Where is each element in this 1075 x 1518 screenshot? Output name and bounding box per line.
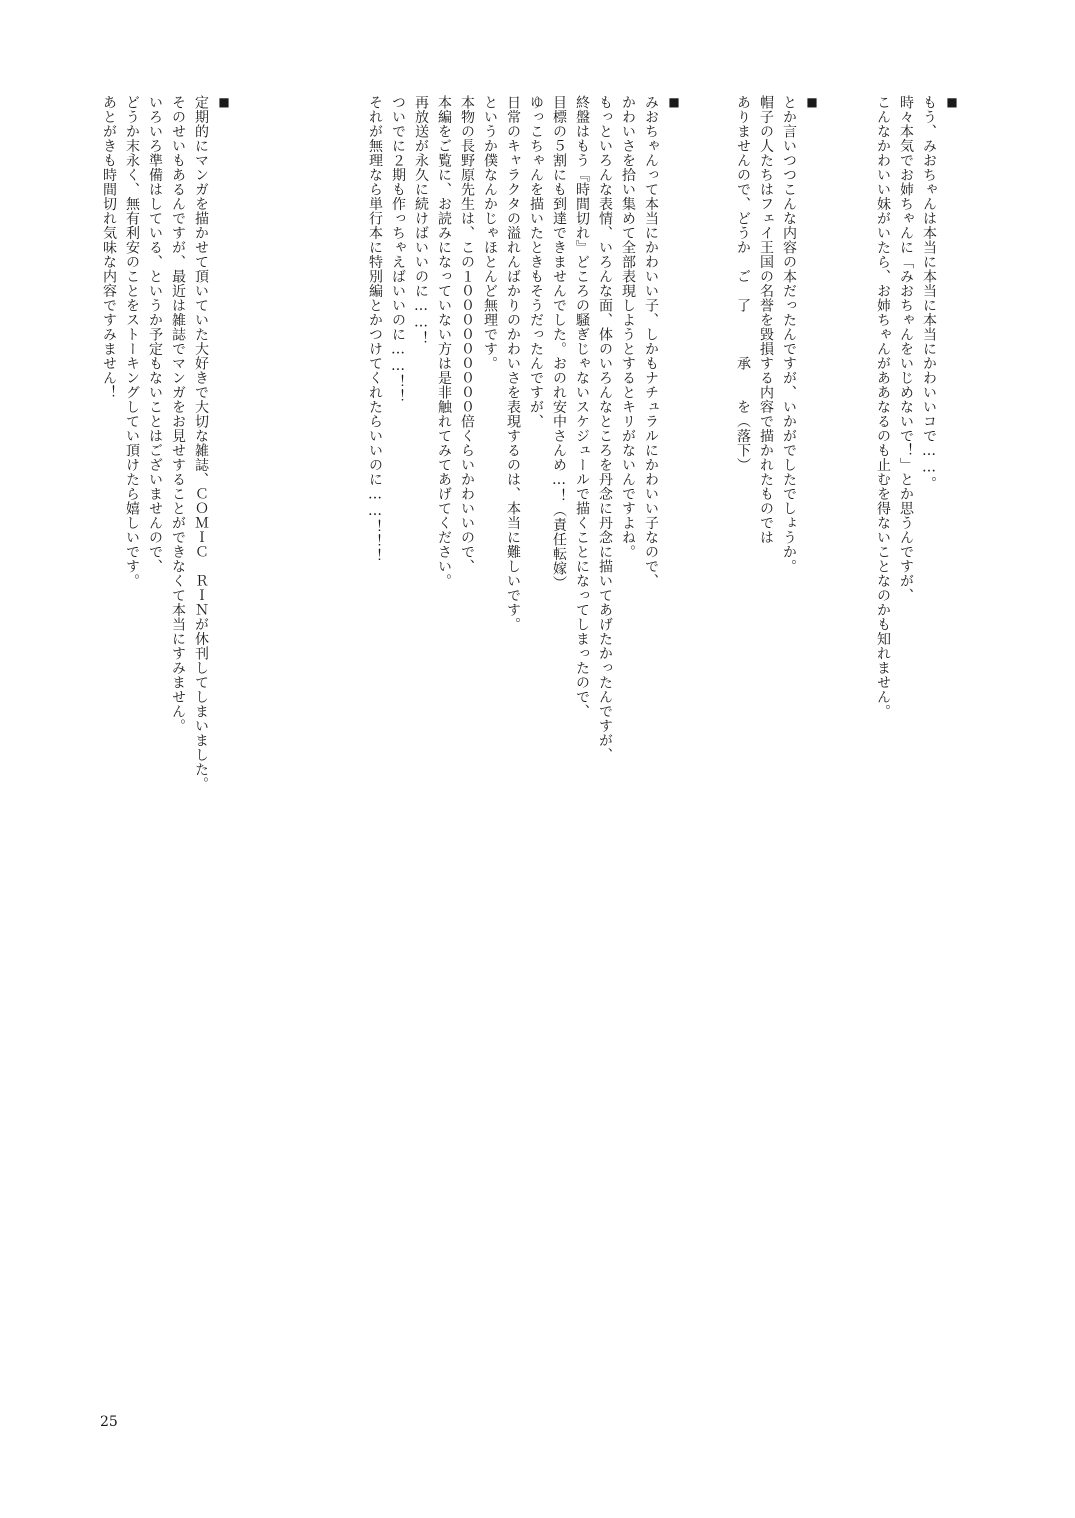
text-line: 日常のキャラクタの溢れんばかりのかわいさを表現するのは、本当に難しいです。 <box>505 95 521 632</box>
text-line: あとがきも時間切れ気味な内容ですみません！ <box>101 95 117 400</box>
text-line: 定期的にマンガを描かせて頂いていた大好きで大切な雑誌、ＣＯＭＩＣ ＲＩＮが休刊してしまいました。 <box>193 95 209 791</box>
text-line: 時々本気でお姉ちゃんに「みおちゃんをいじめないで！」とか思うんですが、 <box>898 95 914 603</box>
text-line: かわいさを拾い集めて全部表現しようとするとキリがないんですよね。 <box>620 95 636 559</box>
text-line: ありませんので、どうか ご 了 承 を（落下） <box>735 95 751 472</box>
afterword-section-2 <box>731 95 823 574</box>
text-line: もう、みおちゃんは本当に本当に本当にかわいいコで……。 <box>921 95 937 491</box>
text-line: というか僕なんかじゃほとんど無理です。 <box>482 95 498 371</box>
section-marker: ■ <box>805 95 819 110</box>
afterword-section-3 <box>363 95 685 762</box>
text-line: 本編をご覧に、お読みになっていない方は是非触れてみてあげてください。 <box>436 95 452 588</box>
afterword-section-4 <box>97 95 235 791</box>
text-line: とか言いつつこんな内容の本だったんですが、いかがでしたでしょうか。 <box>781 95 797 574</box>
text-line: そのせいもあるんですが、最近は雑誌でマンガをお見せすることができなくて本当にすみません。 <box>170 95 186 733</box>
text-line: 本物の長野原先生は、この１０００００００００倍くらいかわいいので、 <box>459 95 475 574</box>
section-marker: ■ <box>217 95 231 110</box>
text-line: 帽子の人たちはフェイ王国の名誉を毀損する内容で描かれたものでは <box>758 95 774 545</box>
section-marker: ■ <box>945 95 959 110</box>
afterword-section-1 <box>871 95 963 719</box>
text-line: いろいろ準備はしている、というか予定もないことはございませんので、 <box>147 95 163 574</box>
text-line: どうか末永く、無有利安のことをストーキングしてい頂けたら嬉しいです。 <box>124 95 140 588</box>
text-line: それが無理なら単行本に特別編とかつけてくれたらいいのに……！！！ <box>367 95 383 563</box>
text-line: 再放送が永久に続けばいいのに……！ <box>413 95 429 346</box>
text-line: 目標の５割にも到達できませんでした。おのれ安中さんめ…！（責任転嫁） <box>551 95 567 590</box>
text-line: みおちゃんって本当にかわいい子、しかもナチュラルにかわいい子なので、 <box>643 95 659 588</box>
text-line: もっといろんな表情、いろんな面、体のいろんなところを丹念に丹念に描いてあげたかったんですが、 <box>597 95 613 762</box>
text-line: ゆっこちゃんを描いたときもそうだったんですが、 <box>528 95 544 429</box>
text-line: ついでに２期も作っちゃえばいいのに……！！ <box>390 95 406 404</box>
text-line: 終盤はもう『時間切れ』どころの騒ぎじゃないスケジュールで描くことになってしまったので、 <box>574 95 590 719</box>
page-number: 25 <box>100 1414 118 1430</box>
text-line: こんなかわいい妹がいたら、お姉ちゃんがああなるのも止むを得ないことなのかも知れません。 <box>875 95 891 719</box>
section-marker: ■ <box>667 95 681 110</box>
